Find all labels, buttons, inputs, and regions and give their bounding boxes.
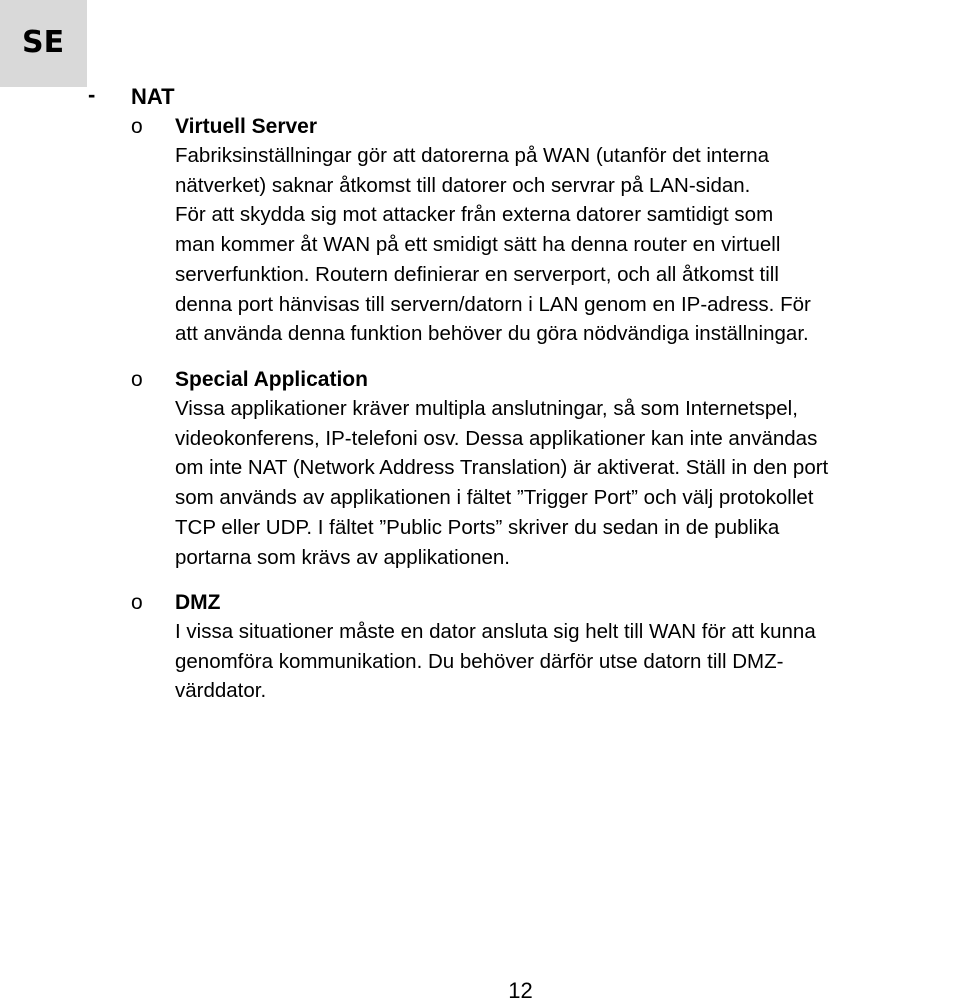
section-marker: - [88, 82, 96, 107]
item-title: DMZ [175, 591, 221, 614]
item-bullet: o [131, 368, 143, 391]
body-line: som används av applikationen i fältet ”Trigger Port” och välj protokollet [175, 486, 814, 510]
item-body [175, 394, 950, 572]
body-line: nätverket) saknar åtkomst till datorer och servrar på LAN-sidan. [175, 173, 751, 197]
body-line: genomföra kommunikation. Du behöver därför utse datorn till DMZ- [175, 649, 784, 673]
item-body [175, 617, 950, 706]
item-title: Special Application [175, 368, 368, 391]
body-line: TCP eller UDP. I fältet ”Public Ports” skriver du sedan in de publika [175, 515, 780, 539]
body-line: om inte NAT (Network Address Translation) är aktiverat. Ställ in den port [175, 456, 829, 480]
language-tab [0, 0, 87, 87]
body-line: denna port hänvisas till servern/datorn i LAN genom en IP-adress. För [175, 292, 811, 316]
body-line: För att skydda sig mot attacker från externa datorer samtidigt som [175, 203, 774, 227]
language-code: SE [22, 25, 65, 60]
body-line: serverfunktion. Routern definierar en serverport, och all åtkomst till [175, 262, 779, 286]
item-bullet: o [131, 115, 143, 138]
body-line: I vissa situationer måste en dator ansluta sig helt till WAN för att kunna [175, 620, 816, 643]
body-line: Fabriksinställningar gör att datorerna på WAN (utanför det interna [175, 144, 770, 167]
item-body [175, 141, 950, 349]
body-line: man kommer åt WAN på ett smidigt sätt ha denna router en virtuell [175, 233, 781, 257]
body-line: portarna som krävs av applikationen. [175, 545, 511, 569]
body-line: att använda denna funktion behöver du göra nödvändiga inställningar. [175, 322, 809, 346]
section-title: NAT [131, 84, 175, 109]
body-line: Vissa applikationer kräver multipla anslutningar, så som Internetspel, [175, 397, 798, 420]
page-number: 12 [508, 978, 533, 1003]
item-bullet: o [131, 591, 143, 614]
body-line: videokonferens, IP-telefoni osv. Dessa applikationer kan inte användas [175, 426, 818, 450]
body-line: värddator. [175, 679, 267, 703]
item-title: Virtuell Server [175, 115, 318, 138]
